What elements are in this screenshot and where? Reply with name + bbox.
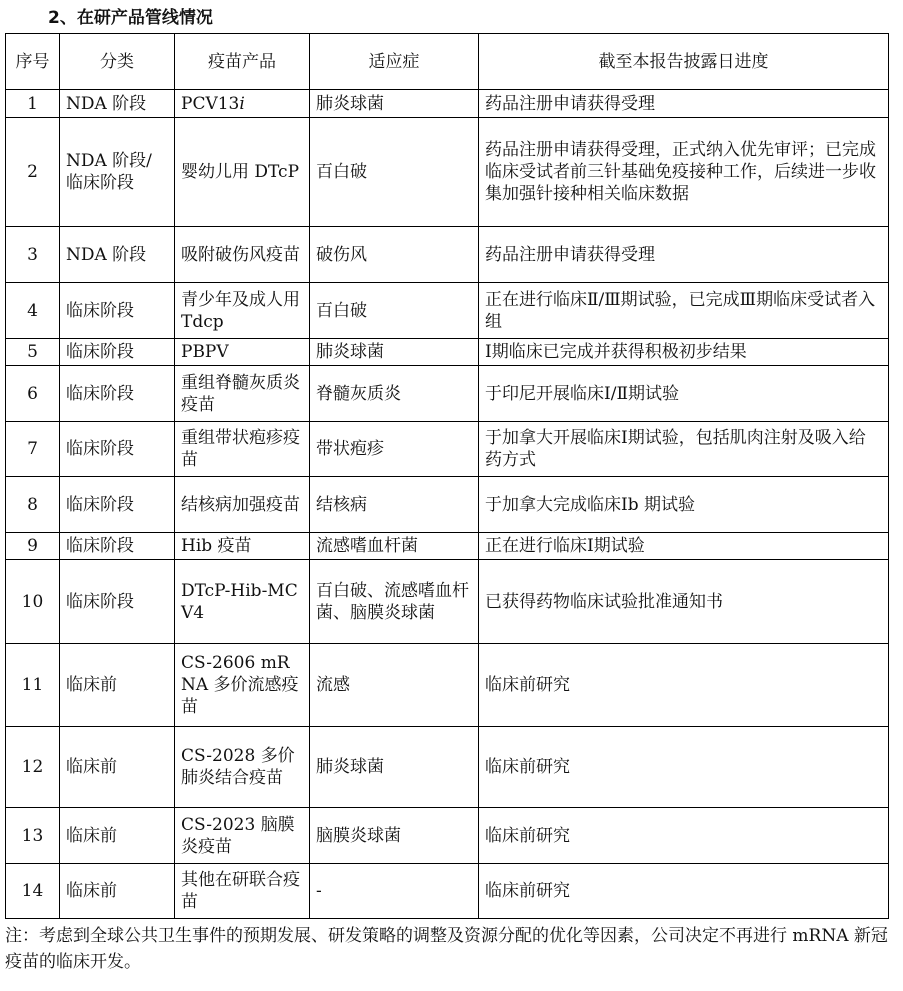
- row-product: 吸附破伤风疫苗: [175, 227, 310, 283]
- table-row: [6, 90, 889, 118]
- row-no: 3: [6, 227, 60, 283]
- row-progress: Ⅰ期临床已完成并获得积极初步结果: [479, 339, 889, 366]
- row-progress: 于加拿大完成临床Ⅰb 期试验: [479, 477, 889, 533]
- table-row: [6, 339, 889, 366]
- row-product: PCV13𝑖: [175, 90, 310, 118]
- row-indication: 流感: [310, 644, 479, 727]
- row-product: 结核病加强疫苗: [175, 477, 310, 533]
- table-row: [6, 560, 889, 644]
- row-product: 青少年及成人用 Tdcp: [175, 283, 310, 339]
- table-row: [6, 644, 889, 727]
- header-category: 分类: [60, 34, 175, 90]
- row-progress: 正在进行临床Ⅱ/Ⅲ期试验，已完成Ⅲ期临床受试者入组: [479, 283, 889, 339]
- row-progress: 于印尼开展临床Ⅰ/Ⅱ期试验: [479, 366, 889, 422]
- row-indication: 带状疱疹: [310, 422, 479, 477]
- row-product: DTcP-Hib-MCV4: [175, 560, 310, 644]
- row-indication: 百白破、流感嗜血杆菌、脑膜炎球菌: [310, 560, 479, 644]
- row-no: 11: [6, 644, 60, 727]
- table-row: [6, 118, 889, 227]
- row-category: 临床阶段: [60, 366, 175, 422]
- table-row: [6, 864, 889, 919]
- table-row: [6, 227, 889, 283]
- row-progress: 于加拿大开展临床Ⅰ期试验，包括肌肉注射及吸入给药方式: [479, 422, 889, 477]
- row-indication: 破伤风: [310, 227, 479, 283]
- row-indication: -: [310, 864, 479, 919]
- row-category: NDA 阶段: [60, 227, 175, 283]
- table-row: [6, 808, 889, 864]
- row-no: 4: [6, 283, 60, 339]
- row-category: 临床阶段: [60, 533, 175, 560]
- row-indication: 百白破: [310, 283, 479, 339]
- header-progress: 截至本报告披露日进度: [479, 34, 889, 90]
- table-row: [6, 727, 889, 808]
- row-category: 临床阶段: [60, 283, 175, 339]
- row-product: 婴幼儿用 DTcP: [175, 118, 310, 227]
- table-row: [6, 366, 889, 422]
- footnote: 注：考虑到全球公共卫生事件的预期发展、研发策略的调整及资源分配的优化等因素，公司决定不再进行 mRNA 新冠疫苗的临床开发。: [5, 926, 888, 972]
- table-row: [6, 533, 889, 560]
- row-indication: 结核病: [310, 477, 479, 533]
- row-category: 临床阶段: [60, 477, 175, 533]
- header-product: 疫苗产品: [175, 34, 310, 90]
- row-category: 临床阶段: [60, 422, 175, 477]
- row-product: Hib 疫苗: [175, 533, 310, 560]
- table-header-row: [6, 34, 889, 90]
- row-progress: 药品注册申请获得受理，正式纳入优先审评；已完成临床受试者前三针基础免疫接种工作，后续进一步收集加强针接种相关临床数据: [479, 118, 889, 227]
- table-row: [6, 477, 889, 533]
- row-product: 其他在研联合疫苗: [175, 864, 310, 919]
- row-indication: 百白破: [310, 118, 479, 227]
- row-category: 临床前: [60, 864, 175, 919]
- pipeline-table: [5, 33, 889, 919]
- row-indication: 脑膜炎球菌: [310, 808, 479, 864]
- row-progress: 临床前研究: [479, 808, 889, 864]
- row-no: 5: [6, 339, 60, 366]
- row-no: 2: [6, 118, 60, 227]
- row-product: 重组带状疱疹疫苗: [175, 422, 310, 477]
- row-no: 8: [6, 477, 60, 533]
- row-no: 10: [6, 560, 60, 644]
- row-category: 临床前: [60, 644, 175, 727]
- row-no: 12: [6, 727, 60, 808]
- header-indication: 适应症: [310, 34, 479, 90]
- row-no: 14: [6, 864, 60, 919]
- row-progress: 已获得药物临床试验批准通知书: [479, 560, 889, 644]
- row-progress: 临床前研究: [479, 727, 889, 808]
- row-product: CS-2023 脑膜炎疫苗: [175, 808, 310, 864]
- row-progress: 临床前研究: [479, 864, 889, 919]
- table-row: [6, 422, 889, 477]
- row-progress: 药品注册申请获得受理: [479, 227, 889, 283]
- row-indication: 流感嗜血杆菌: [310, 533, 479, 560]
- row-category: NDA 阶段/临床阶段: [60, 118, 175, 227]
- row-category: 临床前: [60, 808, 175, 864]
- row-category: 临床前: [60, 727, 175, 808]
- row-no: 7: [6, 422, 60, 477]
- row-no: 1: [6, 90, 60, 118]
- row-indication: 肺炎球菌: [310, 727, 479, 808]
- row-no: 13: [6, 808, 60, 864]
- row-category: 临床阶段: [60, 560, 175, 644]
- row-indication: 肺炎球菌: [310, 90, 479, 118]
- row-progress: 药品注册申请获得受理: [479, 90, 889, 118]
- row-category: 临床阶段: [60, 339, 175, 366]
- row-progress: 临床前研究: [479, 644, 889, 727]
- row-indication: 肺炎球菌: [310, 339, 479, 366]
- row-product: 重组脊髓灰质炎疫苗: [175, 366, 310, 422]
- row-no: 9: [6, 533, 60, 560]
- header-no: 序号: [6, 34, 60, 90]
- row-no: 6: [6, 366, 60, 422]
- row-product: CS-2606 mRNA 多价流感疫苗: [175, 644, 310, 727]
- table-row: [6, 283, 889, 339]
- row-indication: 脊髓灰质炎: [310, 366, 479, 422]
- row-category: NDA 阶段: [60, 90, 175, 118]
- section-title: 2、在研产品管线情况: [48, 8, 213, 28]
- row-progress: 正在进行临床Ⅰ期试验: [479, 533, 889, 560]
- row-product: PBPV: [175, 339, 310, 366]
- row-product: CS-2028 多价肺炎结合疫苗: [175, 727, 310, 808]
